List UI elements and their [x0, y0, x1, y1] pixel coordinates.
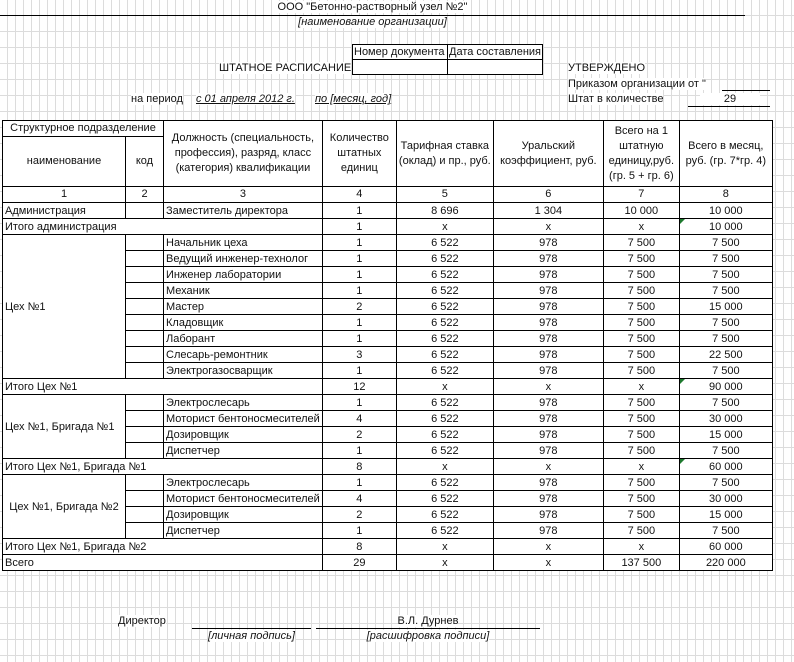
cell-per-unit: 7 500 — [603, 283, 679, 299]
cell-coef: 978 — [493, 443, 603, 459]
cell-rate: 6 522 — [396, 331, 493, 347]
cell-position: Кладовщик — [164, 315, 323, 331]
cell-comment-flag-icon — [680, 219, 685, 224]
cell-monthly: 22 500 — [679, 347, 772, 363]
unit-code — [126, 395, 164, 411]
total-monthly: 90 000 — [679, 379, 772, 395]
cell-count: 1 — [322, 267, 396, 283]
cell-count: 3 — [322, 347, 396, 363]
cell-position: Лаборант — [164, 331, 323, 347]
document-number-label: Номер документа — [353, 45, 448, 60]
cell-coef: 978 — [493, 347, 603, 363]
total-label: Итого администрация — [3, 219, 323, 235]
unit-code — [126, 427, 164, 443]
header-rate: Тарифная ставка (оклад) и пр., руб. — [396, 121, 493, 187]
unit-code — [126, 315, 164, 331]
cell-per-unit: 7 500 — [603, 331, 679, 347]
column-number: 8 — [679, 187, 772, 203]
cell-position: Электрослесарь — [164, 475, 323, 491]
total-row — [3, 555, 773, 571]
cell-monthly: 7 500 — [679, 251, 772, 267]
cell-comment-flag-icon — [680, 459, 685, 464]
header-unit: Структурное подразделение — [3, 121, 164, 137]
cell-coef: 978 — [493, 427, 603, 443]
unit-code — [126, 491, 164, 507]
cell-position: Диспетчер — [164, 443, 323, 459]
unit-code — [126, 203, 164, 219]
cell-monthly: 7 500 — [679, 443, 772, 459]
total-label: Итого Цех №1, Бригада №2 — [3, 539, 323, 555]
cell-count: 1 — [322, 283, 396, 299]
cell-coef: 978 — [493, 235, 603, 251]
staff-schedule-table — [2, 120, 773, 571]
cell-count: 1 — [322, 315, 396, 331]
unit-name: Цех №1 — [3, 235, 126, 379]
unit-code — [126, 251, 164, 267]
cell-position: Дозировщик — [164, 507, 323, 523]
cell-count: 1 — [322, 475, 396, 491]
unit-name: Цех №1, Бригада №2 — [3, 475, 126, 539]
cell-position: Моторист бентоносмесителей — [164, 411, 323, 427]
period-from: с 01 апреля 2012 г. — [196, 93, 295, 105]
unit-code — [126, 363, 164, 379]
total-coef: х — [493, 459, 603, 475]
organization-caption: [наименование организации] — [298, 16, 447, 28]
total-monthly: 220 000 — [679, 555, 772, 571]
header-count: Количество штатных единиц — [322, 121, 396, 187]
cell-rate: 8 696 — [396, 203, 493, 219]
cell-monthly: 7 500 — [679, 523, 772, 539]
signature-name-line — [316, 628, 540, 629]
cell-per-unit: 7 500 — [603, 427, 679, 443]
unit-code — [126, 267, 164, 283]
cell-coef: 978 — [493, 363, 603, 379]
cell-per-unit: 7 500 — [603, 411, 679, 427]
cell-position: Диспетчер — [164, 523, 323, 539]
cell-monthly: 15 000 — [679, 427, 772, 443]
cell-rate: 6 522 — [396, 411, 493, 427]
period-label: на период — [131, 93, 183, 105]
cell-position: Моторист бентоносмесителей — [164, 491, 323, 507]
total-coef: х — [493, 555, 603, 571]
column-number: 4 — [322, 187, 396, 203]
column-number: 3 — [164, 187, 323, 203]
cell-per-unit: 7 500 — [603, 267, 679, 283]
column-number: 7 — [603, 187, 679, 203]
total-coef: х — [493, 379, 603, 395]
cell-position: Заместитель директора — [164, 203, 323, 219]
document-date-label: Дата составления — [449, 46, 541, 58]
cell-rate: 6 522 — [396, 427, 493, 443]
unit-code — [126, 507, 164, 523]
cell-monthly: 7 500 — [679, 395, 772, 411]
cell-position: Электрогазосварщик — [164, 363, 323, 379]
total-count: 29 — [322, 555, 396, 571]
cell-per-unit: 7 500 — [603, 315, 679, 331]
cell-count: 2 — [322, 299, 396, 315]
total-count: 8 — [322, 459, 396, 475]
cell-position: Мастер — [164, 299, 323, 315]
table-row — [3, 235, 773, 251]
cell-coef: 978 — [493, 283, 603, 299]
cell-count: 2 — [322, 427, 396, 443]
cell-rate: 6 522 — [396, 443, 493, 459]
header-per-unit: Всего на 1 штатную единицу,руб. (гр. 5 + гр. 6) — [603, 121, 679, 187]
cell-position: Слесарь-ремонтник — [164, 347, 323, 363]
cell-per-unit: 7 500 — [603, 443, 679, 459]
signature-caption: [личная подпись] — [208, 630, 295, 642]
name-caption: [расшифровка подписи] — [366, 630, 490, 642]
cell-coef: 978 — [493, 507, 603, 523]
header-coef: Уральский коэффициент, руб. — [493, 121, 603, 187]
total-row — [3, 539, 773, 555]
cell-coef: 978 — [493, 491, 603, 507]
total-rate: х — [396, 555, 493, 571]
signature-role: Директор — [118, 615, 166, 627]
cell-per-unit: 7 500 — [603, 347, 679, 363]
unit-code — [126, 235, 164, 251]
cell-count: 1 — [322, 443, 396, 459]
approval-order-label: Приказом организации от " — [568, 78, 706, 90]
total-monthly: 60 000 — [679, 539, 772, 555]
cell-monthly: 15 000 — [679, 507, 772, 523]
staff-count-line — [688, 106, 770, 107]
cell-per-unit: 7 500 — [603, 523, 679, 539]
total-coef: х — [493, 219, 603, 235]
cell-count: 1 — [322, 235, 396, 251]
cell-rate: 6 522 — [396, 491, 493, 507]
total-monthly: 60 000 — [679, 459, 772, 475]
cell-rate: 6 522 — [396, 283, 493, 299]
cell-position: Начальник цеха — [164, 235, 323, 251]
cell-count: 1 — [322, 203, 396, 219]
total-label: Итого Цех №1 — [3, 379, 323, 395]
header-position: Должность (специальность, профессия), разряд, класс (категория) квалификации — [164, 121, 323, 187]
cell-rate: 6 522 — [396, 395, 493, 411]
signature-name: В.Л. Дурнев — [397, 615, 459, 627]
cell-rate: 6 522 — [396, 475, 493, 491]
header-unit-name: наименование — [3, 137, 126, 187]
staff-count-value: 29 — [700, 93, 760, 105]
total-row — [3, 379, 773, 395]
cell-rate: 6 522 — [396, 315, 493, 331]
unit-name: Администрация — [3, 203, 126, 219]
organization-name: ООО "Бетонно-растворный узел №2" — [277, 1, 468, 13]
header-monthly: Всего в месяц, руб. (гр. 7*гр. 4) — [679, 121, 772, 187]
total-monthly: 10 000 — [679, 219, 772, 235]
cell-per-unit: 7 500 — [603, 395, 679, 411]
document-info-box — [352, 44, 543, 75]
total-per-unit: х — [603, 459, 679, 475]
cell-rate: 6 522 — [396, 507, 493, 523]
cell-monthly: 30 000 — [679, 411, 772, 427]
approved-label: УТВЕРЖДЕНО — [568, 62, 646, 74]
cell-monthly: 7 500 — [679, 235, 772, 251]
total-rate: х — [396, 539, 493, 555]
document-number-field[interactable] — [353, 60, 448, 75]
total-count: 1 — [322, 219, 396, 235]
cell-monthly: 10 000 — [679, 203, 772, 219]
document-date-field[interactable] — [448, 60, 543, 75]
cell-monthly: 30 000 — [679, 491, 772, 507]
cell-coef: 978 — [493, 251, 603, 267]
cell-coef: 1 304 — [493, 203, 603, 219]
total-label: Всего — [3, 555, 323, 571]
column-number: 1 — [3, 187, 126, 203]
cell-rate: 6 522 — [396, 347, 493, 363]
cell-rate: 6 522 — [396, 299, 493, 315]
order-date-line — [722, 90, 770, 91]
unit-code — [126, 331, 164, 347]
cell-monthly: 7 500 — [679, 331, 772, 347]
cell-position: Инженер лаборатории — [164, 267, 323, 283]
cell-position: Дозировщик — [164, 427, 323, 443]
table-row — [3, 395, 773, 411]
total-row — [3, 219, 773, 235]
cell-monthly: 7 500 — [679, 315, 772, 331]
unit-code — [126, 411, 164, 427]
cell-count: 1 — [322, 251, 396, 267]
total-count: 12 — [322, 379, 396, 395]
cell-coef: 978 — [493, 475, 603, 491]
cell-per-unit: 7 500 — [603, 235, 679, 251]
cell-monthly: 7 500 — [679, 283, 772, 299]
unit-name: Цех №1, Бригада №1 — [3, 395, 126, 459]
cell-count: 1 — [322, 331, 396, 347]
total-per-unit: 137 500 — [603, 555, 679, 571]
cell-monthly: 7 500 — [679, 363, 772, 379]
cell-coef: 978 — [493, 331, 603, 347]
cell-rate: 6 522 — [396, 523, 493, 539]
column-number: 2 — [126, 187, 164, 203]
column-number: 5 — [396, 187, 493, 203]
table-row — [3, 475, 773, 491]
cell-count: 4 — [322, 491, 396, 507]
unit-code — [126, 523, 164, 539]
cell-count: 2 — [322, 507, 396, 523]
cell-per-unit: 10 000 — [603, 203, 679, 219]
unit-code — [126, 475, 164, 491]
cell-coef: 978 — [493, 299, 603, 315]
total-per-unit: х — [603, 219, 679, 235]
total-label: Итого Цех №1, Бригада №1 — [3, 459, 323, 475]
total-count: 8 — [322, 539, 396, 555]
period-to: по [месяц, год] — [315, 93, 392, 105]
table-row — [3, 203, 773, 219]
cell-count: 4 — [322, 411, 396, 427]
header-unit-code: код — [126, 137, 164, 187]
column-number: 6 — [493, 187, 603, 203]
total-rate: х — [396, 379, 493, 395]
cell-monthly: 7 500 — [679, 267, 772, 283]
total-rate: х — [396, 219, 493, 235]
cell-rate: 6 522 — [396, 251, 493, 267]
cell-per-unit: 7 500 — [603, 491, 679, 507]
cell-coef: 978 — [493, 315, 603, 331]
cell-per-unit: 7 500 — [603, 299, 679, 315]
cell-monthly: 7 500 — [679, 475, 772, 491]
signature-line — [192, 628, 311, 629]
cell-per-unit: 7 500 — [603, 363, 679, 379]
cell-position: Механик — [164, 283, 323, 299]
unit-code — [126, 443, 164, 459]
cell-count: 1 — [322, 395, 396, 411]
cell-per-unit: 7 500 — [603, 251, 679, 267]
unit-code — [126, 347, 164, 363]
total-per-unit: х — [603, 539, 679, 555]
cell-rate: 6 522 — [396, 363, 493, 379]
total-coef: х — [493, 539, 603, 555]
cell-per-unit: 7 500 — [603, 507, 679, 523]
cell-position: Электрослесарь — [164, 395, 323, 411]
cell-rate: 6 522 — [396, 267, 493, 283]
cell-coef: 978 — [493, 411, 603, 427]
cell-per-unit: 7 500 — [603, 475, 679, 491]
cell-coef: 978 — [493, 523, 603, 539]
cell-rate: 6 522 — [396, 235, 493, 251]
cell-position: Ведущий инженер-технолог — [164, 251, 323, 267]
staff-count-label: Штат в количестве — [568, 93, 664, 105]
cell-monthly: 15 000 — [679, 299, 772, 315]
cell-count: 1 — [322, 523, 396, 539]
unit-code — [126, 283, 164, 299]
total-row — [3, 459, 773, 475]
cell-coef: 978 — [493, 395, 603, 411]
cell-count: 1 — [322, 363, 396, 379]
unit-code — [126, 299, 164, 315]
total-per-unit: х — [603, 379, 679, 395]
total-rate: х — [396, 459, 493, 475]
document-title: ШТАТНОЕ РАСПИСАНИЕ — [219, 62, 352, 74]
cell-coef: 978 — [493, 267, 603, 283]
cell-comment-flag-icon — [680, 379, 685, 384]
